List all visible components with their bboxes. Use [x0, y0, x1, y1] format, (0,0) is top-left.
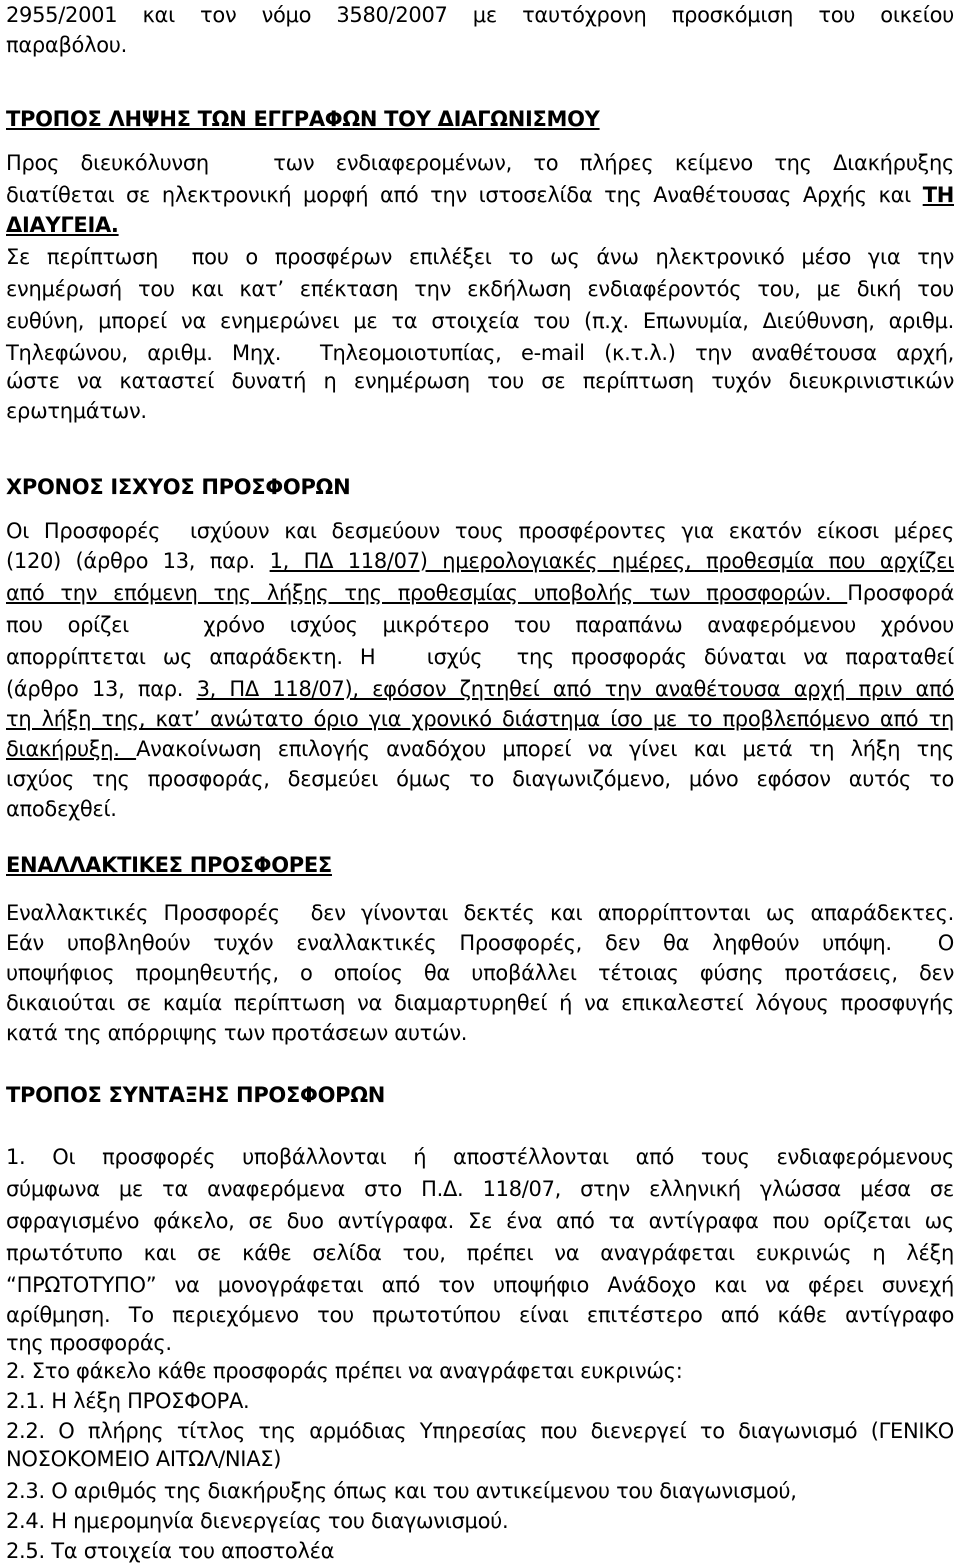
paragraph-line: διακήρυξη. Ανακοίνωση επιλογής αναδόχου μπορεί να γίνει και μετά τη λήξη της	[6, 737, 954, 761]
paragraph-line: αρίθμηση. Το περιεχόμενο του πρωτοτύπου είναι επιτέστερο από κάθε αντίγραφο	[6, 1303, 954, 1327]
paragraph-line: υποψήφιος προμηθευτής, ο οποίος θα υποβάλλει τέτοιας φύσης προτάσεις, δεν	[6, 961, 954, 985]
paragraph-line: “ΠΡΩΤΟΤΥΠΟ” να μονογράφεται από τον υποψήφιο Ανάδοχο και να φέρει συνεχή	[6, 1273, 954, 1297]
paragraph-line: αποδεχθεί.	[6, 797, 117, 821]
paragraph-line: απορρίπτεται ως απαράδεκτη. Η ισχύς της προσφοράς δύναται να παραταθεί	[6, 645, 954, 669]
section-heading-composition: ΤΡΟΠΟΣ ΣΥΝΤΑΞΗΣ ΠΡΟΣΦΟΡΩΝ	[6, 1083, 386, 1107]
diavgeia-text: ΔΙΑΥΓΕΙΑ.	[6, 213, 119, 237]
section-heading-alternative: ΕΝΑΛΛΑΚΤΙΚΕΣ ΠΡΟΣΦΟΡΕΣ	[6, 853, 332, 877]
list-item: 2. Στο φάκελο κάθε προσφοράς πρέπει να αναγράφεται ευκρινώς:	[6, 1359, 683, 1383]
intro-line-2: παραβόλου.	[6, 33, 128, 57]
paragraph-line: πρωτότυπο και σε κάθε σελίδα του, πρέπει να αναγράφεται ευκρινώς η λέξη	[6, 1241, 954, 1265]
paragraph-line: Σε περίπτωση που ο προσφέρων επιλέξει το ως άνω ηλεκτρονικό μέσο για την	[6, 245, 954, 269]
list-item: 2.5. Τα στοιχεία του αποστολέα	[6, 1539, 335, 1563]
paragraph-line: της προσφοράς.	[6, 1331, 172, 1355]
list-item: 2.2. Ο πλήρης τίτλος της αρμόδιας Υπηρεσίας που διενεργεί το διαγωνισμό (ΓΕΝΙΚΟ	[6, 1419, 954, 1443]
paragraph-line: που ορίζει χρόνο ισχύος μικρότερο του παραπάνω αναφερόμενου χρόνου	[6, 613, 954, 637]
paragraph-line: (άρθρο 13, παρ. 3, ΠΔ 118/07), εφόσον ζητηθεί από την αναθέτουσα αρχή πριν από	[6, 677, 954, 701]
paragraph-line: Οι Προσφορές ισχύουν και δεσμεύουν τους προσφέροντες για εκατόν είκοσι μέρες	[6, 519, 954, 543]
paragraph-line: Εναλλακτικές Προσφορές δεν γίνονται δεκτές και απορρίπτονται ως απαράδεκτες.	[6, 901, 954, 925]
paragraph-line: δικαιούται σε καμία περίπτωση να διαμαρτυρηθεί ή να επικαλεστεί λόγους προσφυγής	[6, 991, 954, 1015]
section-heading-validity: ΧΡΟΝΟΣ ΙΣΧΥΟΣ ΠΡΟΣΦΟΡΩΝ	[6, 475, 351, 499]
paragraph-line: τη λήξη της, κατ’ ανώτατο όριο για χρονικό διάστημα ίσο με το προβλεπόμενο από τη	[6, 707, 954, 731]
paragraph-line: (120) (άρθρο 13, παρ. 1, ΠΔ 118/07) ημερολογιακές ημέρες, προθεσμία που αρχίζει	[6, 549, 954, 573]
list-item-continuation: ΝΟΣΟΚΟΜΕΙΟ ΑΙΤΩΛ/ΝΙΑΣ)	[6, 1447, 282, 1471]
paragraph-line: ισχύος της προσφοράς, δεσμεύει όμως το διαγωνιζόμενο, μόνο εφόσον αυτός το	[6, 767, 954, 791]
paragraph-line: 1. Οι προσφορές υποβάλλονται ή αποστέλλονται από τους ενδιαφερόμενους	[6, 1145, 954, 1169]
paragraph-line: διατίθεται σε ηλεκτρονική μορφή από την ιστοσελίδα της Αναθέτουσας Αρχής και ΤΗ	[6, 183, 954, 207]
list-item: 2.3. Ο αριθμός της διακήρυξης όπως και του αντικείμενου του διαγωνισμού,	[6, 1479, 797, 1503]
paragraph-line: Προς διευκόλυνση των ενδιαφερομένων, το πλήρες κείμενο της Διακήρυξης	[6, 151, 954, 175]
section-heading-documents: ΤΡΟΠΟΣ ΛΗΨΗΣ ΤΩΝ ΕΓΓΡΑΦΩΝ ΤΟΥ ΔΙΑΓΩΝΙΣΜΟΥ	[6, 107, 600, 131]
paragraph-line: Εάν υποβληθούν τυχόν εναλλακτικές Προσφορές, δεν θα ληφθούν υπόψη. Ο	[6, 931, 954, 955]
list-item: 2.4. Η ημερομηνία διενεργείας του διαγωνισμού.	[6, 1509, 509, 1533]
paragraph-line: κατά της απόρριψης των προτάσεων αυτών.	[6, 1021, 468, 1045]
intro-line-1: 2955/2001 και τον νόμο 3580/2007 με ταυτόχρονη προσκόμιση του οικείου	[6, 3, 954, 27]
paragraph-line: από την επόμενη της λήξης της προθεσμίας υποβολής των προσφορών. Προσφορά	[6, 581, 954, 605]
paragraph-line: σύμφωνα με τα αναφερόμενα στο Π.Δ. 118/07, στην ελληνική γλώσσα μέσα σε	[6, 1177, 954, 1201]
paragraph-line: Τηλεφώνου, αριθμ. Μηχ. Τηλεομοιοτυπίας, e-mail (κ.τ.λ.) την αναθέτουσα αρχή,	[6, 341, 954, 365]
paragraph-line: ευθύνη, μπορεί να ενημερώνει με τα στοιχεία του (π.χ. Επωνυμία, Διεύθυνση, αριθμ.	[6, 309, 954, 333]
diavgeia-text: ΤΗ	[922, 183, 954, 207]
paragraph-line: ώστε να καταστεί δυνατή η ενημέρωση του σε περίπτωση τυχόν διευκρινιστικών	[6, 369, 954, 393]
paragraph-line: σφραγισμένο φάκελο, σε δυο αντίγραφα. Σε ένα από τα αντίγραφα που ορίζεται ως	[6, 1209, 954, 1233]
paragraph-line: ενημέρωσή του και κατ’ επέκταση την εκδήλωση ενδιαφέροντός του, με δική του	[6, 277, 954, 301]
list-item: 2.1. Η λέξη ΠΡΟΣΦΟΡΑ.	[6, 1389, 250, 1413]
paragraph-line: ερωτημάτων.	[6, 399, 147, 423]
